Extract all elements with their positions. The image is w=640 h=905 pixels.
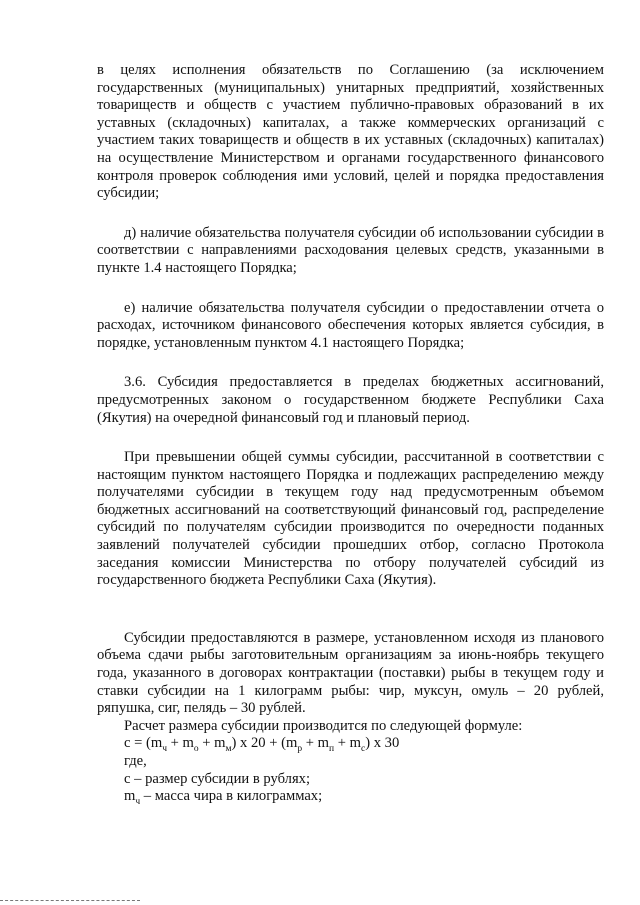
where-label: где, <box>124 753 147 769</box>
definition-m-chir: $m_ч$ – масса чира в килограммах; <box>124 788 323 808</box>
paragraph-3-6: 3.6. Субсидия предоставляется в пределах бюджетных ассигнований, предусмотренных законом о государственном бюджете Республики Саха (Якутия) на очередной финансовый год и плановый период. <box>97 374 604 426</box>
paragraph-item-d: д) наличие обязательства получателя субсидии об использовании субсидии в соответствии с направлениями расходования целевых средств, указанными в пункте 1.4 настоящего Порядка; <box>97 224 604 276</box>
formula: $с = (m_ч + m_о + m_м)$ х $20 + (m_р + m_п + m_с)$ х 30 <box>124 735 400 755</box>
paragraph-formula-intro: Расчет размера субсидии производится по следующей формуле: <box>124 717 523 734</box>
paragraph-excess-distribution: При превышении общей суммы субсидии, рассчитанной в соответствии с настоящим пунктом настоящего Порядка и подлежащих распределению между получателями субсидии в текущем году над предусмотренным объемом бюджетных ассигнований на соответствующий финансовый год, распределение субсидий по получателям субсидии производится по очередности поданных заявлений получателей субсидии прошедших отбор, согласно Протокола заседания комиссии Министерства по отбору получателей субсидий из государственного бюджета Республики Саха (Якутия). <box>97 449 604 589</box>
definition-c: с – размер субсидии в рублях; <box>124 770 311 787</box>
paragraph-item-e: е) наличие обязательства получателя субсидии о предоставлении отчета о расходах, источником финансового обеспечения которых является субсидия, в порядке, установленным пунктом 4.1 настоящего Порядка; <box>97 299 604 351</box>
paragraph-subsidy-size: Субсидии предоставляются в размере, установленном исходя из планового объема сдачи рыбы заготовительным организациям за июнь-ноябрь текущего года, указанного в договорах контрактации (поставки) рыбы в текущем году и ставки субсидии на 1 килограмм рыбы: чир, муксун, омуль – 20 рублей, ряпушка, сиг, пелядь – 30 рублей. <box>97 629 604 717</box>
paragraph-obligations-continuation: в целях исполнения обязательств по Соглашению (за исключением государственных (муниципальных) унитарных предприятий, хозяйственных товариществ и обществ с участием публично-правовых образований в их уставных (складочных) капиталах, а также коммерческих организаций с участием таких товариществ и обществ в их уставных (складочных) капиталах) на осуществление Министерством и органами государственного финансового контроля проверок соблюдения ими условий, целей и порядка предоставления субсидии; <box>97 62 604 202</box>
footnote-divider <box>0 900 140 901</box>
